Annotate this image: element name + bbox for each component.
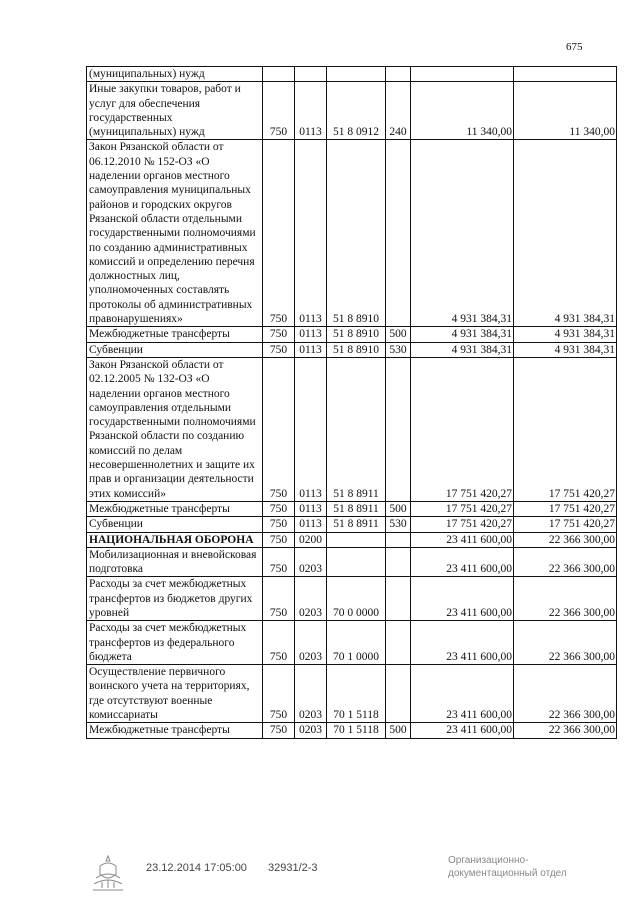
- cell-amount-2: 22 366 300,00: [514, 547, 617, 577]
- stamp-datetime: 23.12.2014 17:05:00: [146, 862, 247, 874]
- table-row: [87, 140, 617, 327]
- table-row: [87, 577, 617, 621]
- cell-amount-1: 23 411 600,00: [411, 723, 514, 738]
- stamp-document-number: 32931/2-3: [268, 862, 318, 874]
- cell-amount-1: 17 751 420,27: [411, 357, 514, 501]
- cell-grbs: 750: [263, 547, 295, 577]
- cell-grbs: 750: [263, 140, 295, 327]
- cell-target-article: [327, 532, 386, 547]
- table-row: [87, 501, 617, 516]
- cell-amount-2: 17 751 420,27: [514, 357, 617, 501]
- cell-section: 0113: [295, 342, 327, 357]
- cell-section: 0203: [295, 621, 327, 665]
- table-row: [87, 342, 617, 357]
- cell-grbs: 750: [263, 501, 295, 516]
- cell-amount-1: 23 411 600,00: [411, 577, 514, 621]
- stamp-organization: [448, 854, 608, 880]
- cell-name: (муниципальных) нужд: [87, 67, 263, 82]
- cell-name: Закон Рязанской области от 02.12.2005 № 132-ОЗ «О наделении органов местного самоуправления отдельными государственными полномочиями Рязанской области по созданию комиссий по делам несовершеннолетних и защите их прав и организации деятельности этих комиссий»: [87, 357, 263, 501]
- cell-expense-type: 500: [386, 501, 411, 516]
- cell-name: НАЦИОНАЛЬНАЯ ОБОРОНА: [87, 532, 263, 547]
- cell-amount-1: 23 411 600,00: [411, 547, 514, 577]
- cell-grbs: 750: [263, 621, 295, 665]
- cell-amount-1: 17 751 420,27: [411, 517, 514, 532]
- cell-amount-2: 22 366 300,00: [514, 532, 617, 547]
- cell-expense-type: [386, 621, 411, 665]
- cell-target-article: 51 8 8910: [327, 342, 386, 357]
- cell-section: 0113: [295, 327, 327, 342]
- page-number: 675: [566, 41, 583, 53]
- table-row: [87, 67, 617, 82]
- cell-section: 0203: [295, 547, 327, 577]
- cell-name: Осуществление первичного воинского учета на территориях, где отсутствуют военные комиссариаты: [87, 665, 263, 723]
- cell-amount-2: 4 931 384,31: [514, 327, 617, 342]
- cell-name: Межбюджетные трансферты: [87, 501, 263, 516]
- cell-grbs: [263, 67, 295, 82]
- cell-amount-1: 23 411 600,00: [411, 532, 514, 547]
- cell-section: 0113: [295, 501, 327, 516]
- cell-amount-1: 4 931 384,31: [411, 327, 514, 342]
- cell-section: 0113: [295, 517, 327, 532]
- cell-amount-1: 4 931 384,31: [411, 140, 514, 327]
- cell-grbs: 750: [263, 327, 295, 342]
- cell-grbs: 750: [263, 665, 295, 723]
- cell-amount-2: 11 340,00: [514, 82, 617, 140]
- cell-grbs: 750: [263, 357, 295, 501]
- cell-expense-type: 530: [386, 517, 411, 532]
- cell-name: Закон Рязанской области от 06.12.2010 № 152-ОЗ «О наделении органов местного самоуправления муниципальных районов и городских округов Рязанской области отдельными государственными полномочиями по созданию административных комиссий и определению перечня должностных лиц, уполномоченных составлять протоколы об административных правонарушениях»: [87, 140, 263, 327]
- cell-amount-2: 17 751 420,27: [514, 517, 617, 532]
- cell-grbs: 750: [263, 532, 295, 547]
- cell-expense-type: [386, 577, 411, 621]
- cell-name: Межбюджетные трансферты: [87, 327, 263, 342]
- cell-expense-type: [386, 67, 411, 82]
- table-row: [87, 82, 617, 140]
- cell-amount-2: 22 366 300,00: [514, 621, 617, 665]
- cell-amount-2: 4 931 384,31: [514, 342, 617, 357]
- stamp-org-line1: Организационно-: [448, 855, 529, 866]
- table-row: [87, 547, 617, 577]
- stamp-org-line2: документационный отдел: [448, 868, 567, 879]
- cell-amount-1: [411, 67, 514, 82]
- cell-expense-type: 240: [386, 82, 411, 140]
- cell-expense-type: [386, 547, 411, 577]
- cell-expense-type: [386, 357, 411, 501]
- cell-section: 0113: [295, 357, 327, 501]
- budget-table: [86, 66, 617, 739]
- cell-grbs: 750: [263, 342, 295, 357]
- cell-expense-type: [386, 532, 411, 547]
- cell-target-article: 51 8 8911: [327, 517, 386, 532]
- table-row: [87, 357, 617, 501]
- table-row: [87, 517, 617, 532]
- cell-name: Субвенции: [87, 342, 263, 357]
- cell-target-article: 70 1 5118: [327, 723, 386, 738]
- cell-target-article: 51 8 8910: [327, 327, 386, 342]
- cell-expense-type: [386, 140, 411, 327]
- cell-amount-1: 11 340,00: [411, 82, 514, 140]
- cell-amount-2: 22 366 300,00: [514, 577, 617, 621]
- cell-target-article: 51 8 0912: [327, 82, 386, 140]
- page-footer: [0, 846, 640, 905]
- cell-amount-2: 4 931 384,31: [514, 140, 617, 327]
- table-row: [87, 665, 617, 723]
- cell-section: 0200: [295, 532, 327, 547]
- cell-section: 0203: [295, 723, 327, 738]
- cell-target-article: 51 8 8911: [327, 357, 386, 501]
- cell-expense-type: [386, 665, 411, 723]
- cell-name: Иные закупки товаров, работ и услуг для обеспечения государственных (муниципальных) нужд: [87, 82, 263, 140]
- cell-target-article: 51 8 8910: [327, 140, 386, 327]
- cell-name: Мобилизационная и вневойсковая подготовка: [87, 547, 263, 577]
- cell-section: 0203: [295, 577, 327, 621]
- cell-name: Расходы за счет межбюджетных трансфертов из федерального бюджета: [87, 621, 263, 665]
- cell-name: Субвенции: [87, 517, 263, 532]
- table-row: [87, 621, 617, 665]
- cell-amount-2: 22 366 300,00: [514, 723, 617, 738]
- cell-target-article: [327, 67, 386, 82]
- cell-amount-1: 23 411 600,00: [411, 665, 514, 723]
- cell-expense-type: 500: [386, 723, 411, 738]
- emblem-seal-icon: [88, 852, 128, 892]
- cell-amount-1: 17 751 420,27: [411, 501, 514, 516]
- cell-target-article: 70 1 0000: [327, 621, 386, 665]
- table-row: [87, 532, 617, 547]
- cell-amount-1: 23 411 600,00: [411, 621, 514, 665]
- cell-name: Межбюджетные трансферты: [87, 723, 263, 738]
- cell-amount-1: 4 931 384,31: [411, 342, 514, 357]
- cell-target-article: [327, 547, 386, 577]
- cell-target-article: 51 8 8911: [327, 501, 386, 516]
- cell-section: [295, 67, 327, 82]
- cell-expense-type: 500: [386, 327, 411, 342]
- cell-name: Расходы за счет межбюджетных трансфертов из бюджетов других уровней: [87, 577, 263, 621]
- cell-target-article: 70 1 5118: [327, 665, 386, 723]
- cell-section: 0113: [295, 82, 327, 140]
- cell-section: 0113: [295, 140, 327, 327]
- cell-target-article: 70 0 0000: [327, 577, 386, 621]
- cell-amount-2: 17 751 420,27: [514, 501, 617, 516]
- cell-amount-2: [514, 67, 617, 82]
- table-row: [87, 723, 617, 738]
- cell-expense-type: 530: [386, 342, 411, 357]
- cell-grbs: 750: [263, 82, 295, 140]
- cell-grbs: 750: [263, 723, 295, 738]
- cell-grbs: 750: [263, 577, 295, 621]
- cell-section: 0203: [295, 665, 327, 723]
- cell-amount-2: 22 366 300,00: [514, 665, 617, 723]
- cell-grbs: 750: [263, 517, 295, 532]
- table-row: [87, 327, 617, 342]
